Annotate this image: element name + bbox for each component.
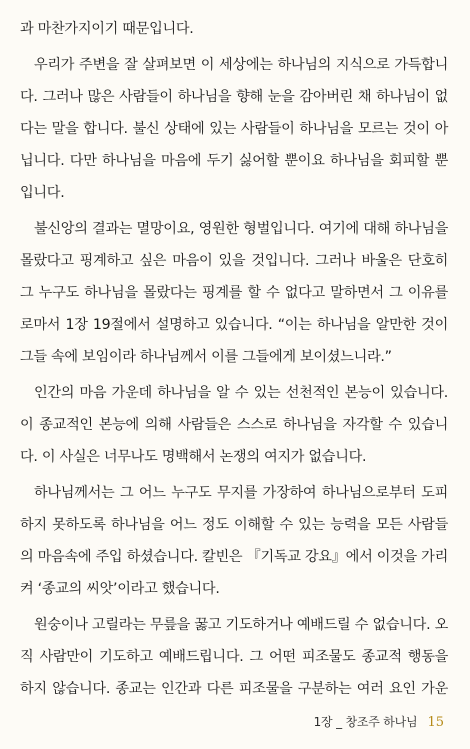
text-line: 인간의 마음 가운데 하나님을 알 수 있는 선천적인 본능이 있습니다. [34, 385, 448, 401]
text-line: 로마서 1장 19절에서 설명하고 있습니다. “이는 하나님을 알만한 것이 [20, 317, 448, 333]
page-footer [314, 712, 444, 732]
text-line: 입니다. [20, 185, 65, 201]
text-line: 불신앙의 결과는 멸망이요, 영원한 형벌입니다. 여기에 대해 하나님을 [34, 221, 448, 237]
text-line: 의 마음속에 주입 하셨습니다. 칼빈은 『기독교 강요』에서 이것을 가리 [20, 549, 448, 565]
text-line: 닙니다. 다만 하나님을 마음에 두기 싫어할 뿐이요 하나님을 회피할 뿐 [20, 153, 448, 169]
chapter-title: 1장 _ 창조주 하나님 [313, 715, 418, 729]
text-line: 원숭이나 고릴라는 무릎을 꿇고 기도하거나 예배드릴 수 없습니다. 오 [34, 617, 448, 633]
page-number: 15 [427, 715, 444, 730]
text-line: 하지 못하도록 하나님을 어느 정도 이해할 수 있는 능력을 모든 사람들 [20, 517, 448, 533]
text-line: 켜 ‘종교의 씨앗’이라고 했습니다. [20, 581, 220, 597]
text-line: 하지 않습니다. 종교는 인간과 다른 피조물을 구분하는 여러 요인 가운 [20, 681, 448, 697]
text-line: 그 누구도 하나님을 몰랐다는 핑계를 할 수 없다고 말하면서 그 이유를 [20, 285, 448, 301]
text-line: 다. 그러나 많은 사람들이 하나님을 향해 눈을 감아버린 채 하나님이 없 [20, 89, 448, 105]
text-line: 직 사람만이 기도하고 예배드립니다. 그 어떤 피조물도 종교적 행동을 [20, 649, 448, 665]
text-line: 몰랐다고 핑계하고 싶은 마음이 있을 것입니다. 그러나 바울은 단호히 [20, 253, 448, 269]
text-line: 다는 말을 합니다. 불신 상태에 있는 사람들이 하나님을 모르는 것이 아 [20, 121, 448, 137]
text-line: 우리가 주변을 잘 살펴보면 이 세상에는 하나님의 지식으로 가득합니 [34, 57, 448, 73]
text-line: 그들 속에 보임이라 하나님께서 이를 그들에게 보이셨느니라.” [20, 349, 392, 365]
text-line: 다. 이 사실은 너무나도 명백해서 논쟁의 여지가 없습니다. [20, 449, 367, 465]
text-line: 하나님께서는 그 어느 누구도 무지를 가장하여 하나님으로부터 도피 [34, 485, 448, 501]
text-line: 이 종교적인 본능에 의해 사람들은 스스로 하나님을 자각할 수 있습니 [20, 417, 448, 433]
text-line: 과 마찬가지이기 때문입니다. [20, 21, 194, 37]
